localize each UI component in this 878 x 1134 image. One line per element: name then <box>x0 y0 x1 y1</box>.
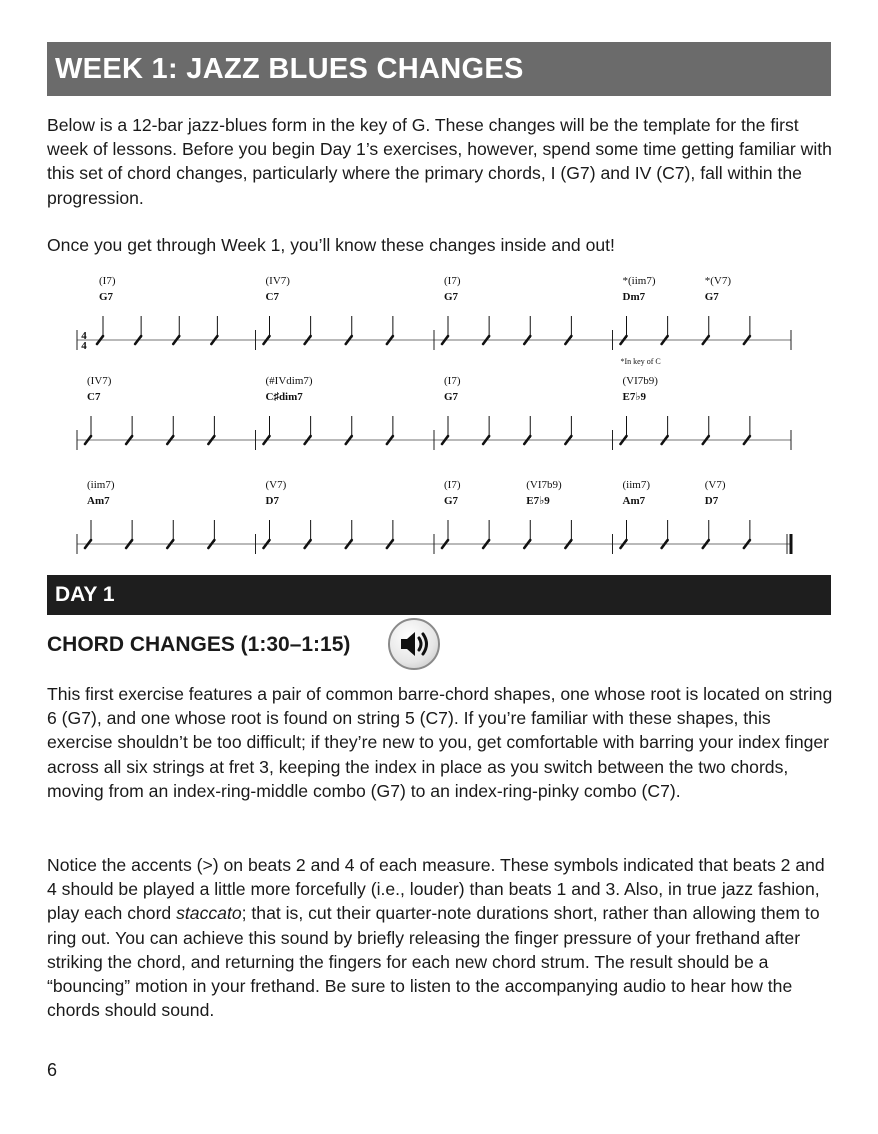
chord-name-label: G7 <box>444 495 459 507</box>
chart-footnote: *In key of C <box>620 357 661 366</box>
roman-numeral-label: (IV7) <box>265 275 290 287</box>
staccato-emphasis: staccato <box>176 903 242 924</box>
chord-name-label: D7 <box>265 495 279 507</box>
day1-paragraph-2 <box>47 853 837 1022</box>
roman-numeral-label: (V7) <box>265 479 287 491</box>
section-heading: CHORD CHANGES (1:30–1:15) <box>47 633 351 656</box>
roman-numeral-label: (I7) <box>444 479 461 491</box>
chord-name-label: C♯dim7 <box>265 391 303 403</box>
roman-numeral-label: *(V7) <box>704 275 732 287</box>
chord-name-label: C7 <box>265 291 279 303</box>
time-signature-top: 4 <box>81 330 87 342</box>
intro-paragraph: Below is a 12-bar jazz-blues form in the key of G. These changes will be the template for the first week of lessons. Before you begin Day 1’s exercises, however, spend some time getting familiar with this set of chord changes, particularly where the primary chords, I (G7) and IV (C7), fall within the progression. <box>47 115 832 208</box>
chord-name-label: Dm7 <box>622 291 646 303</box>
day-banner: DAY 1 <box>47 575 831 615</box>
chord-name-label: G7 <box>99 291 114 303</box>
page-number: 6 <box>47 1060 58 1080</box>
week-title-banner: WEEK 1: JAZZ BLUES CHANGES <box>47 42 831 96</box>
chord-chart <box>47 268 831 568</box>
day1-paragraph-2-text-b: ; that is, cut their quarter-note durations short, rather than allowing them to ring out. You can achieve this sound by briefly releasing the finger pressure of your frethand after striking the chord, and returning the fingers for each new chord strum. The result should be a “bouncing” motion in your frethand. Be sure to listen to the accompanying audio to hear how the chords should sound. <box>47 903 820 1021</box>
roman-numeral-label: (I7) <box>444 375 461 387</box>
roman-numeral-label: (#IVdim7) <box>265 375 313 387</box>
day1-paragraph-1: This first exercise features a pair of common barre-chord shapes, one whose root is located on string 6 (G7), and one whose root is found on string 5 (C7). If you’re familiar with these shapes, this exercise shouldn’t be too difficult; if they’re new to you, get comfortable with barring your index finger across all six strings at fret 3, keeping the index in place as you switch between the two chords, moving from an index-ring-middle combo (G7) to an index-ring-pinky combo (C7). <box>47 684 833 801</box>
chord-name-label: G7 <box>704 291 719 303</box>
chord-name-label: Am7 <box>87 495 110 507</box>
chord-name-label: D7 <box>704 495 719 507</box>
roman-numeral-label: *(iim7) <box>622 275 656 287</box>
roman-numeral-label: (iim7) <box>87 479 115 491</box>
audio-play-button[interactable] <box>388 618 440 670</box>
chord-name-label: Am7 <box>622 495 646 507</box>
roman-numeral-label: (VI7b9) <box>526 479 562 491</box>
chord-name-label: G7 <box>444 291 459 303</box>
roman-numeral-label: (VI7b9) <box>622 375 658 387</box>
roman-numeral-label: (V7) <box>704 479 726 491</box>
roman-numeral-label: (I7) <box>444 275 461 287</box>
roman-numeral-label: (iim7) <box>622 479 650 491</box>
time-signature-bottom: 4 <box>81 340 87 352</box>
chord-name-label: E7♭9 <box>622 391 647 403</box>
speaker-icon <box>390 620 438 668</box>
roman-numeral-label: (IV7) <box>87 375 112 387</box>
roman-numeral-label: (I7) <box>99 275 116 287</box>
day1-paragraph-2-text-a: Notice the accents (>) on beats 2 and 4 of each measure. These symbols indicated that beats 2 and 4 should be played a little more forcefully (i.e., louder) than beats 1 and 3. Also, in true jazz fashion, play each chord <box>47 855 825 924</box>
chord-name-label: C7 <box>87 391 101 403</box>
intro-closing-paragraph: Once you get through Week 1, you’ll know these changes inside and out! <box>47 235 615 255</box>
chord-name-label: E7♭9 <box>526 495 550 507</box>
chord-name-label: G7 <box>444 391 459 403</box>
